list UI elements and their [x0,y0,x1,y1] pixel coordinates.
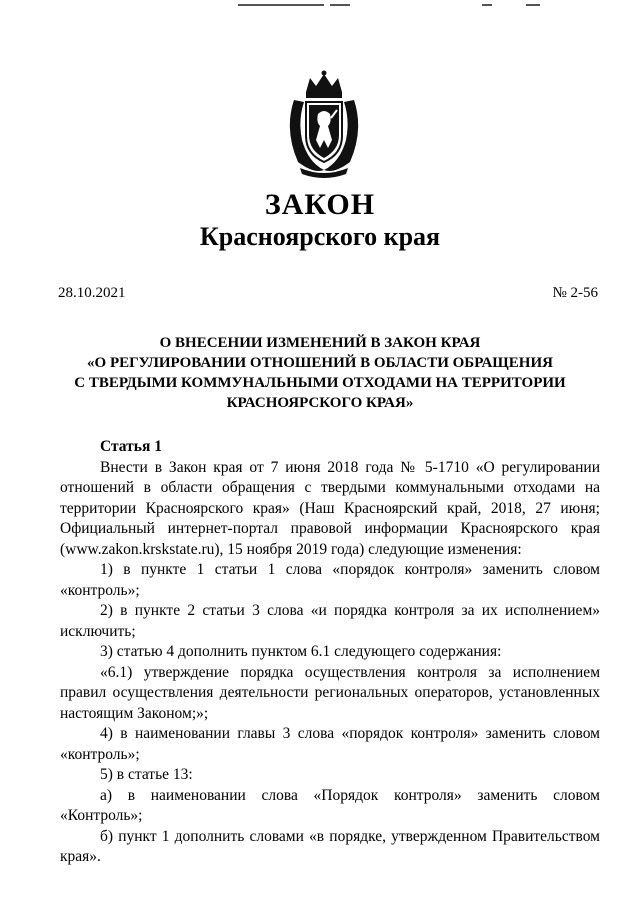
article-paragraph: 2) в пункте 2 статьи 3 слова «и порядка контроля за их исполнением» исключить; [60,602,600,640]
law-title: ЗАКОН [264,188,376,221]
article-paragraph: «6.1) утверждение порядка осуществления контроля за исполнением правил осуществления деятельности региональных операторов, установленных настоящим Законом;»; [60,663,600,722]
law-date: 28.10.2021 [58,285,126,301]
heading-line: С ТВЕРДЫМИ КОММУНАЛЬНЫМИ ОТХОДАМИ НА ТЕРРИТОРИИ [74,375,566,391]
heading-line: «О РЕГУЛИРОВАНИИ ОТНОШЕНИЙ В ОБЛАСТИ ОБРАЩЕНИЯ [87,355,553,371]
scan-top-marks [0,4,640,10]
heading-line: КРАСНОЯРСКОГО КРАЯ» [226,395,414,411]
article-paragraph: б) пункт 1 дополнить словами «в порядке, утвержденном Правительством края». [60,827,600,865]
coat-of-arms-icon [284,70,364,180]
article-paragraph: 3) статью 4 дополнить пунктом 6.1 следующего содержания: [100,643,502,660]
law-body [60,437,600,868]
law-region: Красноярского края [199,222,441,251]
article-title: Статья 1 [100,438,162,455]
law-heading [40,333,600,413]
article-paragraph: а) в наименовании слова «Порядок контроля» заменить словом «Контроль»; [60,786,600,824]
article-paragraph: 1) в пункте 1 статьи 1 слова «порядок контроля» заменить словом «контроль»; [60,561,600,599]
law-number: № 2-56 [552,285,598,301]
article-paragraph: 4) в наименовании главы 3 слова «порядок контроля» заменить словом «контроль»; [60,725,600,763]
heading-line: О ВНЕСЕНИИ ИЗМЕНЕНИЙ В ЗАКОН КРАЯ [159,335,481,351]
article-paragraph: 5) в статье 13: [100,766,193,783]
article-paragraph: Внести в Закон края от 7 июня 2018 года № 5-1710 «О регулировании отношений в области обращения с твердыми коммунальными отходами на территории Красноярского края» (Наш Красноярский край, 2018, 27 июня; Официальный интернет-портал правовой информации Красноярского края (www.zakon.krskstate.ru), 15 ноября 2019 года) следующие изменения: [60,458,600,558]
